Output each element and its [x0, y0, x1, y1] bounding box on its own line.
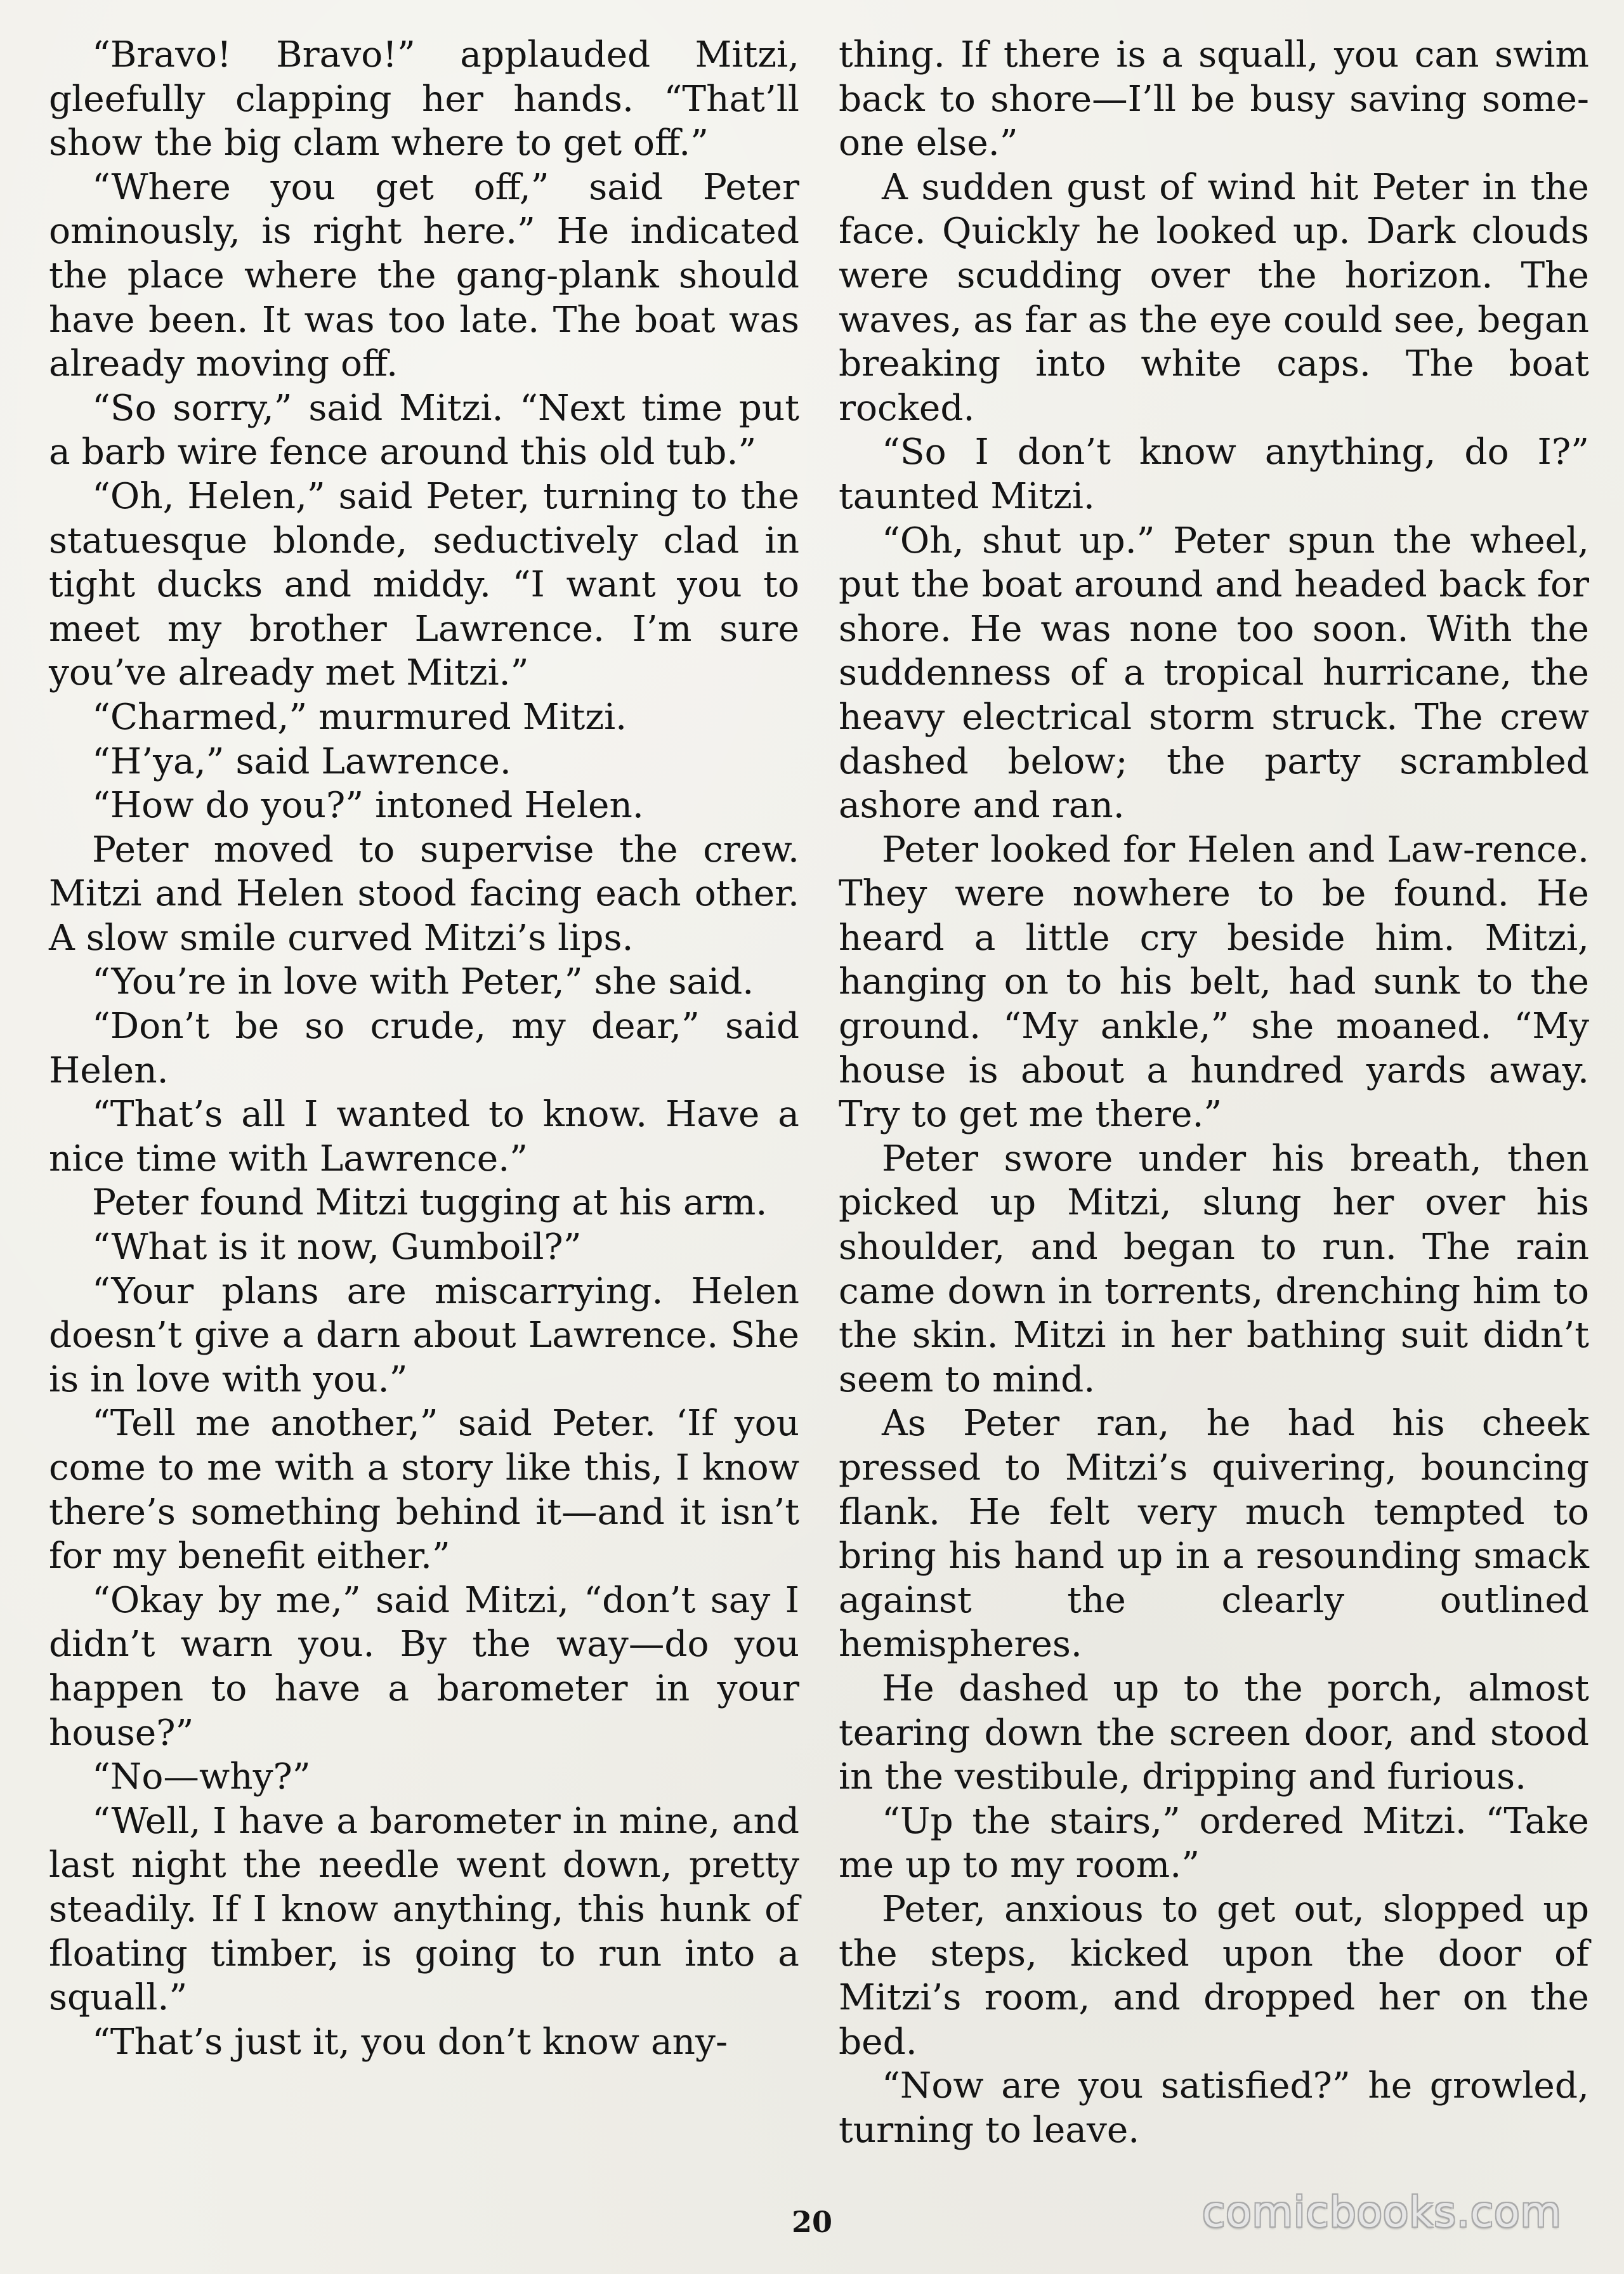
paragraph: “Up the stairs,” ordered Mitzi. “Take me up to my room.”: [839, 1800, 1589, 1886]
paragraph: “Charmed,” murmured Mitzi.: [92, 696, 627, 738]
paragraph: “Bravo! Bravo!” applauded Mitzi, gleefully clapping her hands. “That’ll show the big clam where to get off.”: [49, 34, 799, 164]
paragraph: “So sorry,” said Mitzi. “Next time put a barb wire fence around this old tub.”: [49, 387, 799, 473]
paragraph-continued: thing. If there is a squall, you can swim back to shore—I’ll be busy saving some-one else.”: [839, 34, 1589, 164]
paragraph: “What is it now, Gumboil?”: [92, 1226, 582, 1268]
paragraph: “Now are you satisfied?” he growled, turning to leave.: [839, 2065, 1589, 2151]
paragraph: “Your plans are miscarrying. Helen doesn’t give a darn about Lawrence. She is in love with you.”: [49, 1270, 799, 1400]
paragraph: “You’re in love with Peter,” she said.: [92, 961, 754, 1003]
paragraph: “Oh, Helen,” said Peter, turning to the statuesque blonde, seductively clad in tight ducks and middy. “I want you to meet my brother Lawrence. I’m sure you’ve already met Mitzi.”: [49, 475, 799, 694]
paragraph: “How do you?” intoned Helen.: [92, 785, 644, 827]
paragraph: “Okay by me,” said Mitzi, “don’t say I didn’t warn you. By the way—do you happen to have a barometer in your house?”: [49, 1579, 799, 1754]
paragraph: A sudden gust of wind hit Peter in the face. Quickly he looked up. Dark clouds were scudding over the horizon. The waves, as far as the eye could see, began breaking into white caps. The boat rocked.: [839, 166, 1589, 429]
left-text-column: [49, 33, 799, 2064]
paragraph: Peter, anxious to get out, slopped up the steps, kicked upon the door of Mitzi’s room, and dropped her on the bed.: [839, 1888, 1589, 2063]
paragraph: “No—why?”: [92, 1756, 311, 1798]
paragraph: “H’ya,” said Lawrence.: [92, 740, 511, 782]
paragraph: Peter swore under his breath, then picked up Mitzi, slung her over his shoulder, and began to run. The rain came down in torrents, drenching him to the skin. Mitzi in her bathing suit didn’t seem to mind.: [839, 1138, 1589, 1400]
paragraph: Peter moved to supervise the crew. Mitzi and Helen stood facing each other. A slow smile curved Mitzi’s lips.: [49, 829, 799, 959]
paragraph: Peter looked for Helen and Law-rence. They were nowhere to be found. He heard a little cry beside him. Mitzi, hanging on to his belt, had sunk to the ground. “My ankle,” she moaned. “My house is about a hundred yards away. Try to get me there.”: [839, 829, 1589, 1136]
paragraph: “So I don’t know anything, do I?” taunted Mitzi.: [839, 431, 1589, 517]
paragraph: He dashed up to the porch, almost tearing down the screen door, and stood in the vestibule, dripping and furious.: [839, 1667, 1589, 1798]
paragraph: Peter found Mitzi tugging at his arm.: [92, 1182, 768, 1224]
page-number: 20: [791, 2205, 832, 2239]
paragraph: “Tell me another,” said Peter. ‘If you come to me with a story like this, I know there’s something behind it—and it isn’t for my benefit either.”: [49, 1403, 799, 1577]
watermark: comicbooks.com: [1202, 2188, 1562, 2237]
right-text-column: [839, 33, 1589, 2153]
paragraph: As Peter ran, he had his cheek pressed to Mitzi’s quivering, bouncing flank. He felt very much tempted to bring his hand up in a resounding smack against the clearly outlined hemispheres.: [839, 1403, 1589, 1666]
paragraph: “Where you get off,” said Peter ominously, is right here.” He indicated the place where the gang-plank should have been. It was too late. The boat was already moving off.: [49, 166, 799, 385]
paragraph: “Well, I have a barometer in mine, and last night the needle went down, pretty steadily. If I know anything, this hunk of floating timber, is going to run into a squall.”: [49, 1800, 799, 2019]
paragraph: “Don’t be so crude, my dear,” said Helen.: [49, 1006, 799, 1091]
paragraph: “That’s all I wanted to know. Have a nice time with Lawrence.”: [49, 1094, 799, 1180]
paragraph: “That’s just it, you don’t know any-: [92, 2021, 728, 2063]
paragraph: “Oh, shut up.” Peter spun the wheel, put the boat around and headed back for shore. He was none too soon. With the suddenness of a tropical hurricane, the heavy electrical storm struck. The crew dashed below; the party scrambled ashore and ran.: [839, 520, 1589, 827]
